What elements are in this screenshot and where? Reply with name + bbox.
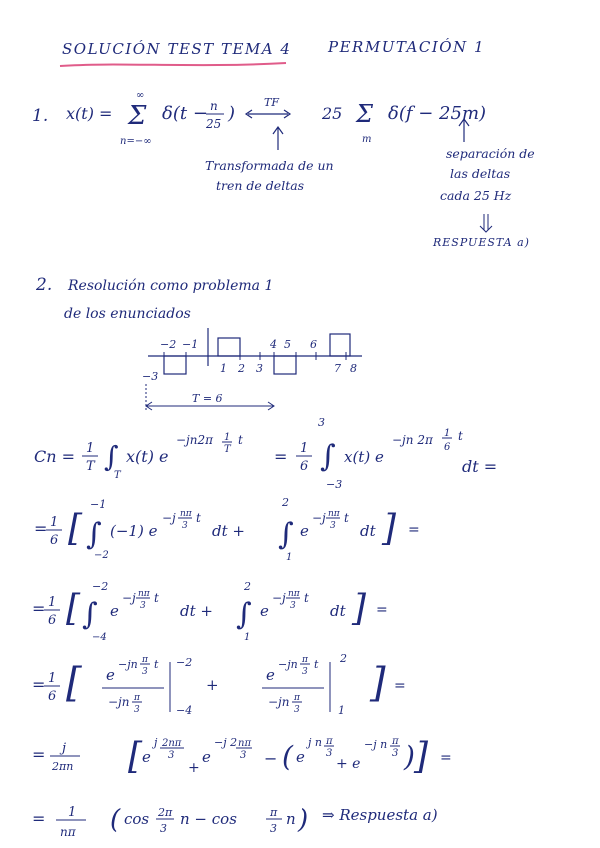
svg-text:): ): [298, 805, 309, 835]
label-7: 7: [334, 362, 341, 375]
svg-text:∫: ∫: [278, 517, 294, 552]
svg-text:3: 3: [134, 705, 140, 715]
svg-text:nπ: nπ: [328, 509, 340, 519]
svg-text:(: (: [282, 740, 293, 773]
svg-text:−jn 2π: −jn 2π: [392, 433, 433, 447]
svg-text:=: =: [440, 750, 452, 766]
svg-text:+ e: + e: [336, 756, 361, 772]
svg-text:]: ]: [370, 660, 386, 706]
svg-text:): ): [228, 103, 236, 124]
svg-text:3: 3: [392, 748, 399, 759]
svg-text:δ(t −: δ(t −: [162, 103, 208, 124]
period-label: T = 6: [192, 392, 223, 405]
red-underline: [58, 58, 290, 72]
svg-text:1: 1: [48, 671, 57, 686]
svg-text:(−1) e: (−1) e: [110, 522, 158, 540]
svg-text:3: 3: [290, 601, 296, 611]
svg-text:nπ: nπ: [180, 509, 192, 519]
svg-text:π: π: [302, 655, 308, 665]
svg-text:dt: dt: [330, 602, 346, 620]
svg-text:−j: −j: [312, 511, 326, 525]
cn-line: [30, 414, 570, 494]
svg-text:π: π: [392, 736, 399, 747]
svg-text:Cn =: Cn =: [34, 447, 76, 466]
svg-text:x(t) e: x(t) e: [126, 447, 169, 466]
svg-text:∫: ∫: [104, 440, 119, 473]
label-4: 4: [270, 338, 277, 351]
svg-text:=: =: [274, 447, 288, 466]
svg-text:t: t: [314, 658, 319, 671]
svg-text:(: (: [110, 805, 121, 835]
svg-text:=: =: [32, 745, 46, 764]
svg-text:+: +: [188, 760, 200, 776]
svg-text:dt +: dt +: [180, 602, 213, 620]
svg-text:∞: ∞: [136, 90, 145, 101]
svg-text:nπ: nπ: [288, 589, 300, 599]
svg-text:1: 1: [244, 632, 251, 643]
svg-text:=: =: [394, 678, 406, 694]
arrow-up-right: [454, 116, 474, 146]
svg-text:=: =: [408, 522, 420, 538]
signal-diagram: [140, 326, 370, 421]
svg-text:1: 1: [300, 441, 309, 456]
svg-text:1: 1: [48, 595, 57, 610]
problem2-number: 2.: [36, 275, 53, 295]
svg-text:3: 3: [142, 667, 148, 677]
svg-text:−: −: [264, 749, 278, 768]
svg-text:6: 6: [444, 442, 451, 453]
svg-text:t: t: [154, 591, 159, 605]
svg-text:n: n: [286, 810, 296, 828]
svg-text:1: 1: [224, 432, 231, 443]
svg-text:nπ: nπ: [60, 825, 76, 839]
svg-text:3: 3: [294, 705, 300, 715]
svg-text:n − cos: n − cos: [180, 810, 237, 828]
svg-text:∫: ∫: [320, 439, 336, 474]
svg-text:e: e: [110, 602, 119, 620]
svg-text:t: t: [344, 511, 349, 525]
svg-text:−j 2: −j 2: [214, 736, 238, 749]
svg-text:1: 1: [444, 428, 451, 439]
label-5: 5: [284, 338, 291, 351]
svg-text:25: 25: [206, 117, 222, 131]
svg-text:[: [: [68, 508, 83, 549]
svg-text:3: 3: [302, 667, 308, 677]
svg-text:dt: dt: [360, 522, 376, 540]
svg-text:2nπ: 2nπ: [162, 738, 182, 749]
svg-text:e: e: [260, 602, 269, 620]
line2: [30, 494, 570, 564]
svg-text:=: =: [32, 599, 46, 618]
svg-text:1: 1: [338, 704, 345, 717]
svg-text:m: m: [362, 134, 372, 145]
svg-text:[: [: [66, 660, 82, 706]
svg-text:δ(f − 25m): δ(f − 25m): [388, 103, 487, 124]
svg-text:e: e: [300, 522, 309, 540]
label-8: 8: [350, 362, 357, 375]
svg-text:+: +: [206, 676, 219, 694]
svg-text:e: e: [266, 666, 275, 684]
svg-text:Σ: Σ: [128, 101, 147, 131]
final-answer: ⇒ Respuesta a): [322, 806, 438, 824]
svg-text:]: ]: [414, 736, 429, 777]
svg-text:j: j: [62, 741, 67, 756]
svg-text:−jn: −jn: [278, 658, 298, 671]
note-left-line1: Transformada de un: [205, 158, 334, 173]
svg-text:−4: −4: [176, 704, 193, 717]
svg-text:t: t: [154, 658, 159, 671]
svg-text:π: π: [294, 693, 300, 703]
svg-text:∫: ∫: [82, 597, 98, 632]
svg-text:2: 2: [244, 580, 251, 593]
svg-text:e: e: [202, 748, 211, 766]
svg-text:2πn: 2πn: [52, 760, 74, 773]
svg-text:cos: cos: [124, 810, 150, 828]
svg-text:=: =: [32, 675, 46, 694]
svg-text:]: ]: [352, 588, 367, 629]
svg-text:=: =: [32, 809, 46, 828]
svg-text:t: t: [458, 429, 463, 443]
svg-text:−j: −j: [272, 591, 286, 605]
header-title-right: PERMUTACIÓN 1: [328, 38, 485, 56]
svg-text:2: 2: [282, 496, 289, 509]
svg-text:=: =: [34, 519, 48, 538]
note-right-line2: las deltas: [450, 166, 511, 181]
problem2-intro-line1: Resolución como problema 1: [68, 278, 274, 294]
svg-text:e: e: [142, 748, 151, 766]
label-6: 6: [310, 338, 317, 351]
svg-text:π: π: [270, 806, 278, 819]
line3: [30, 574, 570, 644]
label-neg2: −2: [160, 338, 177, 351]
line4: [30, 646, 570, 726]
svg-text:n: n: [210, 99, 218, 113]
svg-text:3: 3: [140, 601, 146, 611]
svg-text:t: t: [304, 591, 309, 605]
svg-text:dt +: dt +: [212, 522, 245, 540]
svg-text:1: 1: [68, 805, 77, 820]
svg-text:3: 3: [326, 748, 333, 759]
svg-text:2π: 2π: [158, 806, 173, 819]
label-2: 2: [238, 362, 245, 375]
svg-text:3: 3: [182, 521, 188, 531]
svg-text:6: 6: [300, 459, 309, 474]
line6: [30, 794, 570, 848]
svg-text:6: 6: [48, 613, 57, 628]
svg-text:−jn2π: −jn2π: [176, 433, 214, 447]
svg-text:−3: −3: [326, 478, 343, 491]
svg-text:T: T: [224, 444, 231, 455]
header-title-left: SOLUCIÓN TEST TEMA 4: [62, 40, 292, 58]
label-1: 1: [220, 362, 227, 375]
note-left-line2: tren de deltas: [216, 178, 305, 193]
svg-text:−j n: −j n: [364, 738, 388, 751]
svg-text:[: [: [66, 588, 81, 629]
svg-text:−j: −j: [162, 511, 176, 525]
svg-text:3: 3: [168, 750, 175, 761]
svg-text:6: 6: [48, 689, 57, 704]
svg-text:1: 1: [86, 441, 95, 456]
svg-text:−4: −4: [92, 632, 107, 643]
svg-text:t: t: [196, 511, 201, 525]
svg-text:3: 3: [318, 416, 325, 429]
svg-text:=: =: [376, 602, 388, 618]
svg-text:dt =: dt =: [462, 457, 498, 476]
svg-text:j n: j n: [308, 736, 322, 749]
svg-text:3: 3: [160, 822, 167, 835]
svg-text:−2: −2: [176, 656, 193, 669]
svg-text:∫: ∫: [86, 517, 102, 552]
svg-text:3: 3: [240, 750, 247, 761]
svg-text:nπ: nπ: [138, 589, 150, 599]
svg-text:−jn: −jn: [108, 695, 130, 709]
svg-text:t: t: [238, 433, 243, 447]
svg-text:π: π: [142, 655, 148, 665]
svg-text:[: [: [128, 736, 143, 777]
svg-text:j: j: [154, 736, 158, 749]
svg-text:x(t) =: x(t) =: [66, 104, 113, 123]
arrow-up-left: [268, 124, 288, 154]
svg-text:e: e: [296, 748, 305, 766]
double-arrow-down: [476, 212, 496, 234]
svg-text:1: 1: [50, 515, 59, 530]
svg-text:]: ]: [382, 508, 397, 549]
svg-text:T: T: [86, 459, 95, 474]
label-neg3: −3: [142, 370, 159, 383]
svg-text:3: 3: [270, 822, 277, 835]
problem1-answer: RESPUESTA a): [433, 236, 530, 249]
svg-text:−1: −1: [90, 498, 107, 511]
svg-text:−2: −2: [94, 550, 109, 561]
svg-text:1: 1: [286, 552, 293, 563]
label-neg1: −1: [182, 338, 199, 351]
svg-text:n=−∞: n=−∞: [120, 136, 152, 147]
line5: [30, 724, 570, 790]
svg-text:nπ: nπ: [238, 738, 252, 749]
note-right-line3: cada 25 Hz: [440, 188, 512, 203]
label-3: 3: [256, 362, 263, 375]
svg-text:−2: −2: [92, 580, 109, 593]
svg-text:2: 2: [340, 652, 347, 665]
svg-text:π: π: [326, 736, 333, 747]
svg-text:−jn: −jn: [268, 695, 290, 709]
svg-text:): ): [404, 740, 415, 773]
svg-text:TF: TF: [264, 96, 279, 109]
svg-text:6: 6: [50, 533, 59, 548]
svg-text:e: e: [106, 666, 115, 684]
problem1-number: 1.: [32, 106, 49, 126]
svg-text:−j: −j: [122, 591, 136, 605]
svg-text:∫: ∫: [236, 597, 252, 632]
note-right-line1: separación de: [446, 146, 535, 161]
svg-text:T: T: [114, 470, 121, 481]
svg-text:−jn: −jn: [118, 658, 138, 671]
svg-text:25: 25: [322, 104, 343, 123]
problem2-intro-line2: de los enunciados: [64, 306, 191, 322]
svg-text:π: π: [134, 693, 140, 703]
svg-text:3: 3: [330, 521, 336, 531]
svg-text:x(t) e: x(t) e: [344, 448, 384, 466]
svg-text:Σ: Σ: [356, 100, 373, 128]
